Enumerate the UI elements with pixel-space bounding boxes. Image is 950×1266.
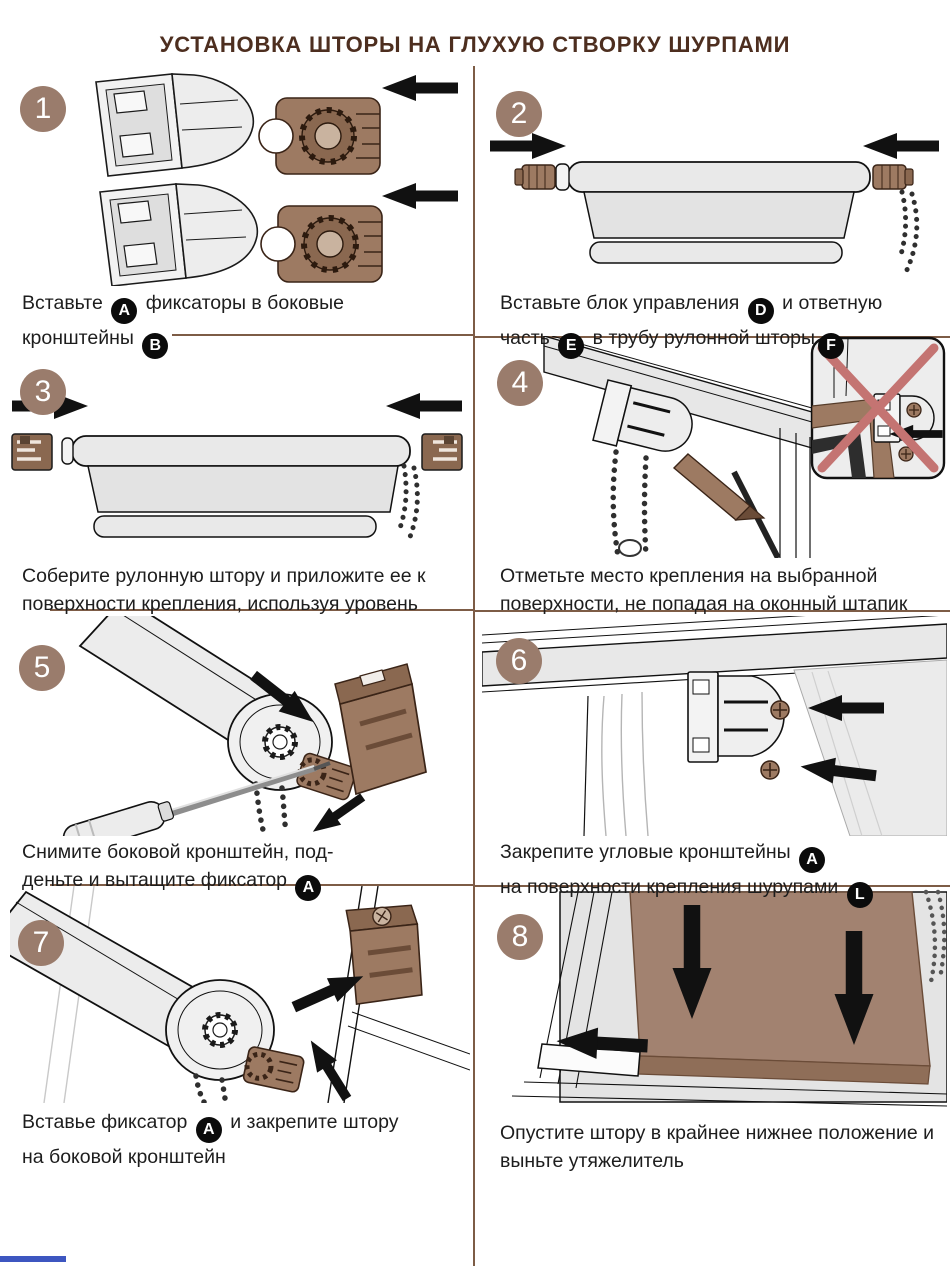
roller-tube-shape — [62, 436, 410, 537]
chain-connector-shape — [619, 540, 641, 556]
step-number-badge: 8 — [497, 914, 543, 960]
step-7-illustration — [10, 886, 470, 1103]
step-caption: Вставье фиксатор A и закрепите штору на боковой кронштейн — [22, 1111, 399, 1168]
step-6-illustration — [482, 616, 947, 836]
letter-badge: A — [111, 298, 137, 324]
step-caption: Снимите боковой кронштейн, под- деньте и вытащите фиксатор A — [22, 838, 333, 901]
letter-badge: E — [558, 333, 584, 359]
step-caption: Соберите рулонную штору и приложите ее к поверхности крепления, используя уровень — [22, 565, 426, 615]
footer-accent-bar — [0, 1256, 66, 1262]
step-caption: Отметьте место крепления на выбранной поверхности, не попадая на оконный штапик — [500, 565, 908, 615]
step-number-badge: 7 — [18, 920, 64, 966]
screw-icon — [761, 761, 779, 779]
letter-badge: B — [142, 333, 168, 359]
step-number-badge: 5 — [19, 645, 65, 691]
arrow-left-icon — [386, 393, 462, 419]
blind-panel-shape — [630, 892, 930, 1084]
step-number-badge: 2 — [496, 91, 542, 137]
letter-badge: A — [295, 875, 321, 901]
arrow-right-icon — [490, 133, 566, 159]
curtain-fabric-shape — [584, 692, 648, 836]
end-plug-shape — [873, 165, 913, 189]
chain-shape — [400, 466, 417, 542]
step-caption: Закрепите угловые кронштейны A на поверхности крепления шурупами L — [500, 838, 876, 908]
letter-badge: A — [799, 847, 825, 873]
step-caption: Вставьте A фиксаторы в боковые кронштейны B — [22, 289, 344, 359]
step-5-illustration — [8, 616, 468, 836]
page-title: УСТАНОВКА ШТОРЫ НА ГЛУХУЮ СТВОРКУ ШУРПАМИ — [159, 32, 791, 57]
fixator-shape — [261, 206, 382, 282]
fixator-shape — [259, 98, 380, 174]
divider-vertical — [473, 66, 475, 1266]
bracket-shape — [12, 434, 52, 470]
arrow-left-icon — [863, 133, 939, 159]
letter-badge: A — [196, 1117, 222, 1143]
step-3-illustration — [6, 386, 468, 558]
step-number-badge: 6 — [496, 638, 542, 684]
bracket-shape — [422, 434, 462, 470]
letter-badge: D — [748, 298, 774, 324]
letter-badge: L — [847, 882, 873, 908]
step-number-badge: 4 — [497, 360, 543, 406]
bracket-shape — [96, 74, 253, 176]
screwdriver-shape — [60, 763, 330, 836]
letter-badge: F — [818, 333, 844, 359]
step-4-illustration — [482, 336, 947, 558]
step-1-illustration — [78, 64, 473, 286]
fixator-shape — [243, 1046, 305, 1093]
step-2-illustration — [482, 122, 947, 287]
bracket-shape — [688, 672, 784, 762]
step-number-badge: 3 — [20, 369, 66, 415]
arrow-left-icon — [382, 183, 458, 209]
chain-shape — [256, 784, 286, 834]
step-number-badge: 1 — [20, 86, 66, 132]
pencil-shape — [674, 454, 764, 520]
arrow-left-icon — [382, 75, 458, 101]
step-caption: Опустите штору в крайнее нижнее положение и выньте утяжелитель — [500, 1122, 935, 1172]
screw-icon — [771, 701, 789, 719]
screw-icon — [907, 403, 921, 417]
control-plug-shape — [515, 165, 555, 189]
roller-tube-shape — [556, 162, 870, 263]
bracket-shape — [100, 184, 257, 286]
step-caption: Вставьте блок управления D и ответную часть E в трубу рулонной шторы F — [500, 289, 882, 359]
chain-shape — [900, 192, 917, 272]
step-8-illustration — [482, 886, 947, 1108]
fixator-shape — [295, 752, 357, 801]
